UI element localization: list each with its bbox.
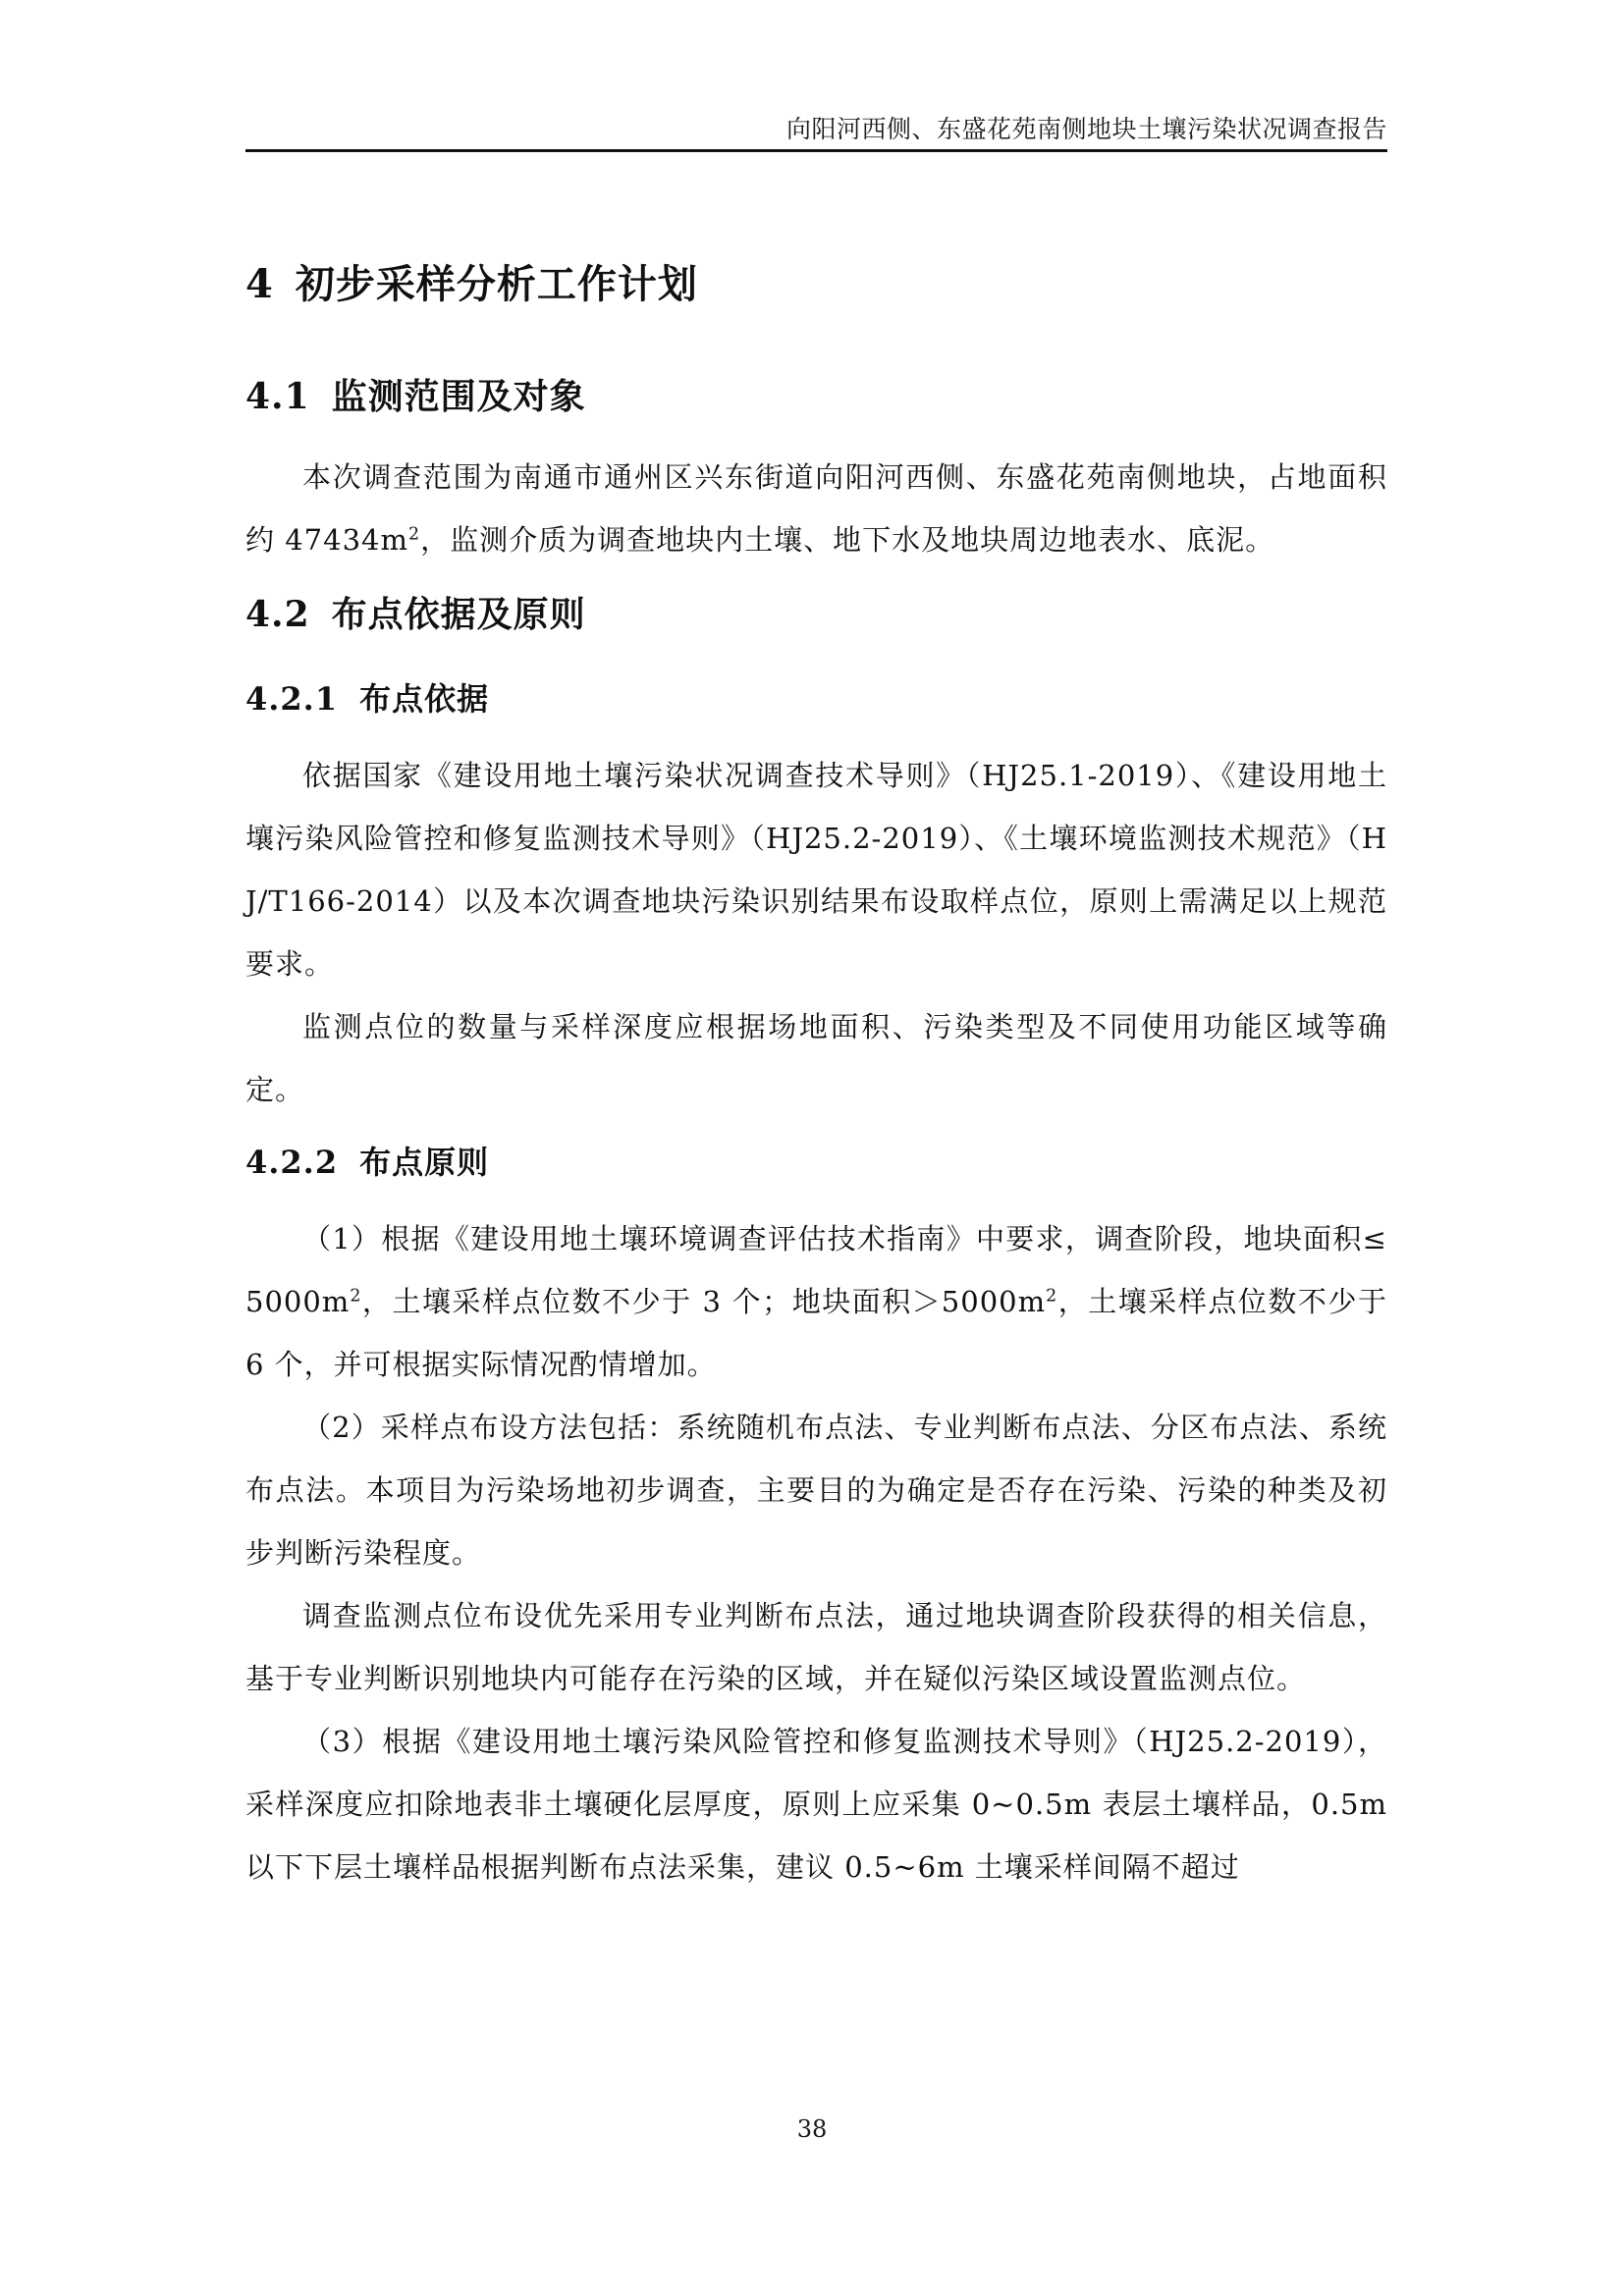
paragraph-principle-1 (245, 1207, 1387, 1396)
paragraph-basis: 依据国家《建设用地土壤污染状况调查技术导则》（HJ25.1-2019）、《建设用地土壤污染风险管控和修复监测技术导则》（HJ25.2-2019）、《土壤环境监测技术规范》（HJ/T166-2014）以及本次调查地块污染识别结果布设取样点位，原则上需满足以上规范要求。 (245, 759, 1387, 981)
chapter-heading (245, 245, 1387, 324)
superscript: 2 (350, 1286, 362, 1307)
subsection-title: 布点原则 (359, 1144, 490, 1181)
chapter-title: 初步采样分析工作计划 (295, 261, 698, 307)
section-heading-4-1 (245, 359, 1387, 434)
subsection-number: 4.2.1 (245, 680, 339, 718)
section-title: 监测范围及对象 (331, 376, 586, 417)
paragraph-point-count: 监测点位的数量与采样深度应根据场地面积、污染类型及不同使用功能区域等确定。 (245, 1010, 1387, 1106)
subsection-heading-4-2-2 (245, 1127, 1387, 1198)
text-run: 本次调查范围为南通市通州区兴东街道向阳河西侧、东盛花苑南侧地块，占地面积约 47434m (245, 460, 1387, 557)
paragraph-monitoring-scope (245, 446, 1387, 571)
subsection-number: 4.2.2 (245, 1144, 339, 1181)
text-run: ，土壤采样点位数不少于 6 个，并可根据实际情况酌情增加。 (245, 1285, 1387, 1381)
running-header: 向阳河西侧、东盛花苑南侧地块土壤污染状况调查报告 (785, 115, 1387, 143)
subsection-heading-4-2-1 (245, 664, 1387, 734)
paragraph-principle-3: （3）根据《建设用地土壤污染风险管控和修复监测技术导则》（HJ25.2-2019），采样深度应扣除地表非土壤硬化层厚度，原则上应采集 0~0.5m 表层土壤样品，0.5m 以下下层土壤样品根据判断布点法采集，建议 0.5~6m 土壤采样间隔不超过 (245, 1725, 1387, 1884)
paragraph-principle-2: （2）采样点布设方法包括：系统随机布点法、专业判断布点法、分区布点法、系统布点法。本项目为污染场地初步调查，主要目的为确定是否存在污染、污染的种类及初步判断污染程度。 (245, 1411, 1387, 1570)
header-rule (245, 149, 1387, 152)
paragraph-principle-2-detail: 调查监测点位布设优先采用专业判断布点法，通过地块调查阶段获得的相关信息，基于专业判断识别地块内可能存在污染的区域，并在疑似污染区域设置监测点位。 (245, 1599, 1387, 1695)
chapter-number: 4 (245, 261, 274, 307)
section-number: 4.1 (245, 376, 310, 417)
text-run: ，监测介质为调查地块内土壤、地下水及地块周边地表水、底泥。 (420, 523, 1275, 557)
subsection-title: 布点依据 (359, 680, 490, 718)
superscript: 2 (407, 524, 421, 545)
section-title: 布点依据及原则 (331, 594, 586, 635)
superscript: 2 (1046, 1286, 1058, 1307)
text-run: ，土壤采样点位数不少于 3 个；地块面积＞5000m (361, 1285, 1047, 1318)
page-content (245, 245, 1387, 1898)
page-number: 38 (796, 2115, 828, 2143)
section-number: 4.2 (245, 594, 310, 635)
section-heading-4-2 (245, 577, 1387, 652)
text-run: （1）根据《建设用地土壤环境调查评估技术指南》中要求，调查阶段，地块面积≤5000m (245, 1222, 1387, 1318)
